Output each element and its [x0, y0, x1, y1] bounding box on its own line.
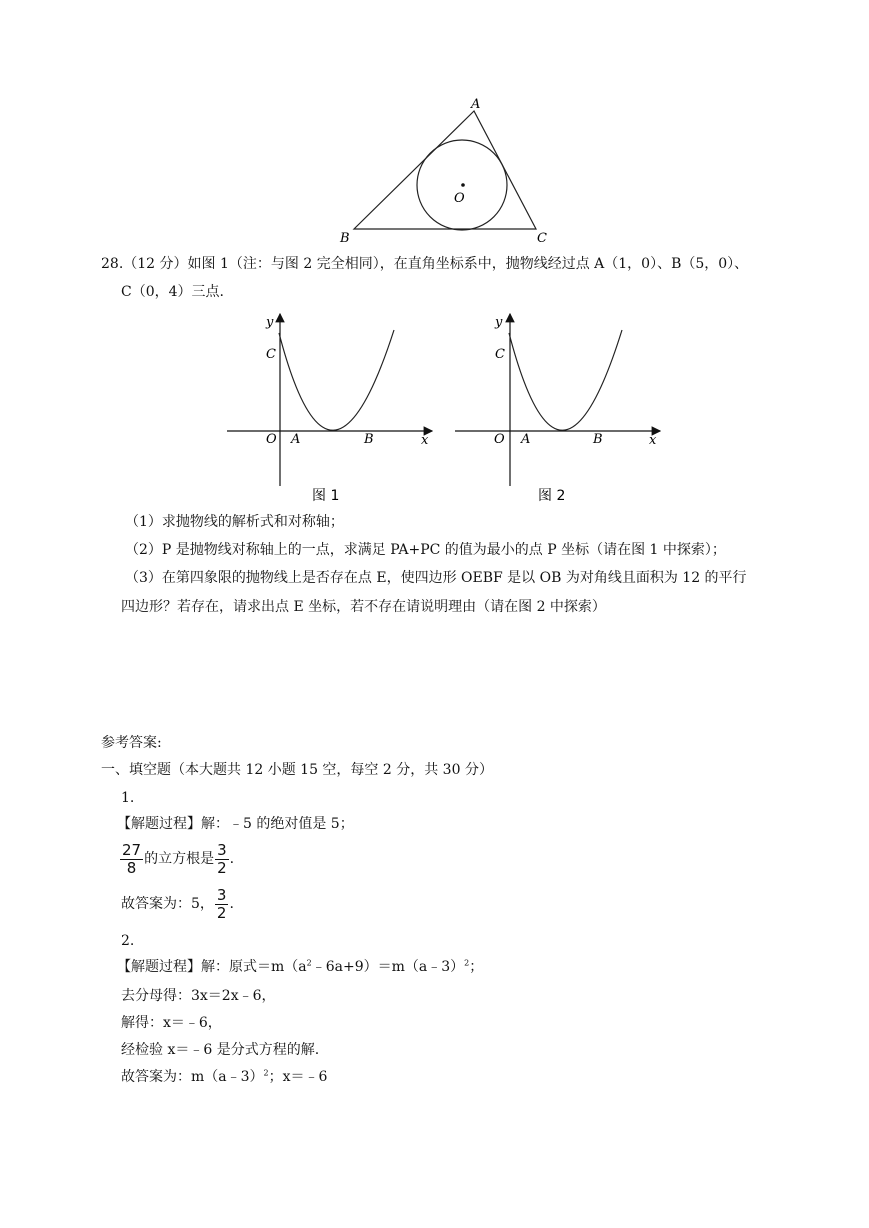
answer-1-number: 1.	[121, 790, 135, 806]
y-axis-label: y	[266, 315, 274, 330]
answer-2-number: 2.	[121, 933, 135, 949]
point-label-a: A	[521, 432, 531, 447]
question-28-part1: （1）求抛物线的解析式和对称轴；	[125, 514, 344, 530]
process-text: 解：﹣5 的绝对值是 5；	[201, 816, 354, 832]
vertex-label-c: C	[537, 231, 547, 246]
answer-2-process-line1: 【解题过程】解：原式$=m(a^2﹣6a+9)=m(a﹣3)^2$；	[117, 958, 484, 975]
triangle-abc	[354, 111, 536, 229]
triangle-incircle-figure	[330, 92, 560, 252]
point-label-a: A	[291, 432, 301, 447]
point-label-c: C	[266, 347, 276, 362]
caption-figure-2: 图 2	[538, 488, 566, 504]
fraction-27-over-8: $\frac{27}{8}$	[122, 840, 142, 877]
answer-2-line3: 解得：x＝﹣6，	[121, 1015, 222, 1031]
answer-2-line4: 经检验 x＝﹣6 是分式方程的解.	[121, 1042, 320, 1058]
x-axis-label: x	[421, 433, 429, 448]
origin-label: O	[266, 432, 277, 447]
answers-heading: 参考答案:	[101, 735, 162, 751]
question-28-part3-line1: （3）在第四象限的抛物线上是否存在点 E，使四边形 OEBF 是以 OB 为对角线且面积为 12 的平行	[125, 570, 747, 586]
answer-2-line2: 去分母得：3x＝2x﹣6，	[121, 988, 276, 1004]
fraction-3-over-2: $\frac{3}{2}$	[217, 840, 227, 877]
vertex-label-b: B	[340, 231, 350, 246]
y-axis-label: y	[495, 315, 503, 330]
question-28-part2: （2）P 是抛物线对称轴上的一点，求满足 PA+PC 的值为最小的点 P 坐标（请在图 1 中探索）；	[125, 542, 726, 558]
center-label-o: O	[454, 191, 465, 206]
parabola-curve	[509, 330, 622, 430]
parabola-curve	[279, 330, 394, 430]
process-label: 【解题过程】	[117, 816, 201, 832]
answer-1-cube-root-line: $\frac{27}{8}$ 的立方根是 $\frac{3}{2}$ .	[122, 840, 235, 877]
center-dot	[461, 183, 465, 187]
parabola-graph-2	[450, 306, 670, 506]
point-label-b: B	[593, 432, 603, 447]
question-28-line2: C（0，4）三点.	[121, 284, 224, 300]
vertex-label-a: A	[471, 97, 481, 112]
parabola-graph-1	[222, 306, 442, 506]
question-28-part3-line2: 四边形？若存在，请求出点 E 坐标，若不存在请说明理由（请在图 2 中探索）	[121, 599, 606, 615]
caption-figure-1: 图 1	[312, 488, 340, 504]
answer-2-final: 故答案为：m（a﹣3）$^2$；x＝﹣6	[121, 1068, 328, 1085]
answer-1-process-line1	[117, 814, 354, 834]
fraction-3-over-2-answer: $\frac{3}{2}$	[216, 885, 227, 922]
answer-1-final: 故答案为：5， $\frac{3}{2}$ .	[121, 885, 234, 922]
origin-label: O	[494, 432, 505, 447]
point-label-b: B	[364, 432, 374, 447]
x-axis-label: x	[649, 433, 657, 448]
answers-section-1-title: 一、填空题（本大题共 12 小题 15 空，每空 2 分，共 30 分）	[101, 762, 493, 778]
point-label-c: C	[495, 347, 505, 362]
question-28-line1: 28.（12 分）如图 1（注：与图 2 完全相同），在直角坐标系中，抛物线经过点 A（1，0）、B（5，0）、	[101, 256, 749, 272]
